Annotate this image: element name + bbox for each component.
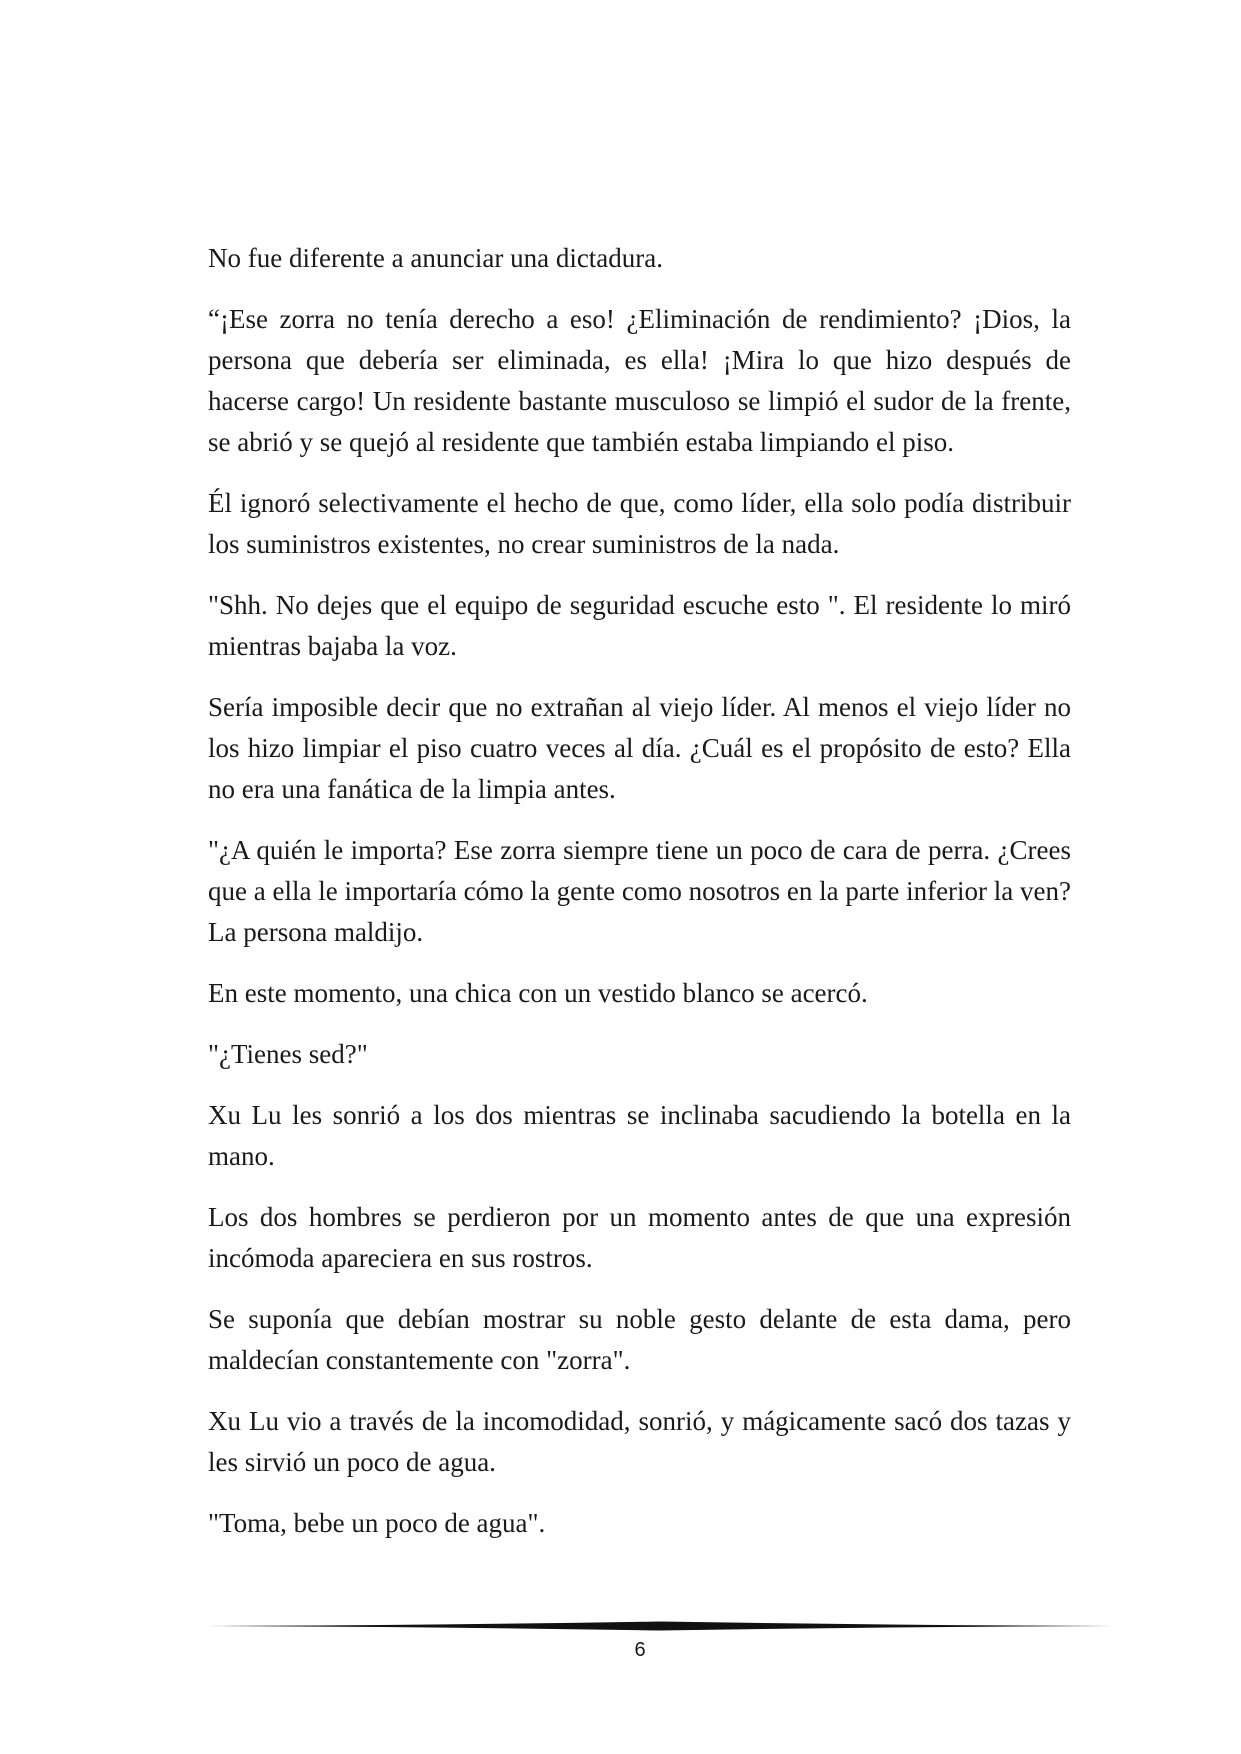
footer-divider bbox=[208, 1620, 1113, 1632]
paragraph-3: Él ignoró selectivamente el hecho de que, como líder, ella solo podía distribuir los suministros existentes, no crear suministros de la nada. bbox=[208, 488, 1071, 559]
paragraph-1: No fue diferente a anunciar una dictadura. bbox=[208, 243, 664, 273]
page-number: 6 bbox=[634, 1639, 646, 1661]
paragraph-8: "¿Tienes sed?" bbox=[208, 1039, 368, 1069]
paragraph-10: Los dos hombres se perdieron por un momento antes de que una expresión incómoda apareciera en sus rostros. bbox=[208, 1202, 1071, 1273]
paragraph-2: “¡Ese zorra no tenía derecho a eso! ¿Eliminación de rendimiento? ¡Dios, la persona que debería ser eliminada, es ella! ¡Mira lo que hizo después de hacerse cargo! Un residente bastante musculoso se limpió el sudor de la frente, se abrió y se quejó al residente que también estaba limpiando el piso. bbox=[208, 304, 1071, 457]
paragraph-11: Se suponía que debían mostrar su noble gesto delante de esta dama, pero maldecían constantemente con "zorra". bbox=[208, 1304, 1071, 1375]
paragraph-4: "Shh. No dejes que el equipo de seguridad escuche esto ". El residente lo miró mientras bajaba la voz. bbox=[208, 590, 1071, 661]
paragraph-13: "Toma, bebe un poco de agua". bbox=[208, 1508, 546, 1538]
paragraph-12: Xu Lu vio a través de la incomodidad, sonrió, y mágicamente sacó dos tazas y les sirvió un poco de agua. bbox=[208, 1406, 1071, 1477]
paragraph-5: Sería imposible decir que no extrañan al viejo líder. Al menos el viejo líder no los hizo limpiar el piso cuatro veces al día. ¿Cuál es el propósito de esto? Ella no era una fanática de la limpia antes. bbox=[208, 692, 1071, 804]
page-body bbox=[208, 238, 1071, 1598]
paragraph-6: "¿A quién le importa? Ese zorra siempre tiene un poco de cara de perra. ¿Crees que a ella le importaría cómo la gente como nosotros en la parte inferior la ven? La persona maldijo. bbox=[208, 835, 1071, 947]
paragraph-7: En este momento, una chica con un vestido blanco se acercó. bbox=[208, 978, 868, 1008]
paragraph-9: Xu Lu les sonrió a los dos mientras se inclinaba sacudiendo la botella en la mano. bbox=[208, 1100, 1071, 1171]
